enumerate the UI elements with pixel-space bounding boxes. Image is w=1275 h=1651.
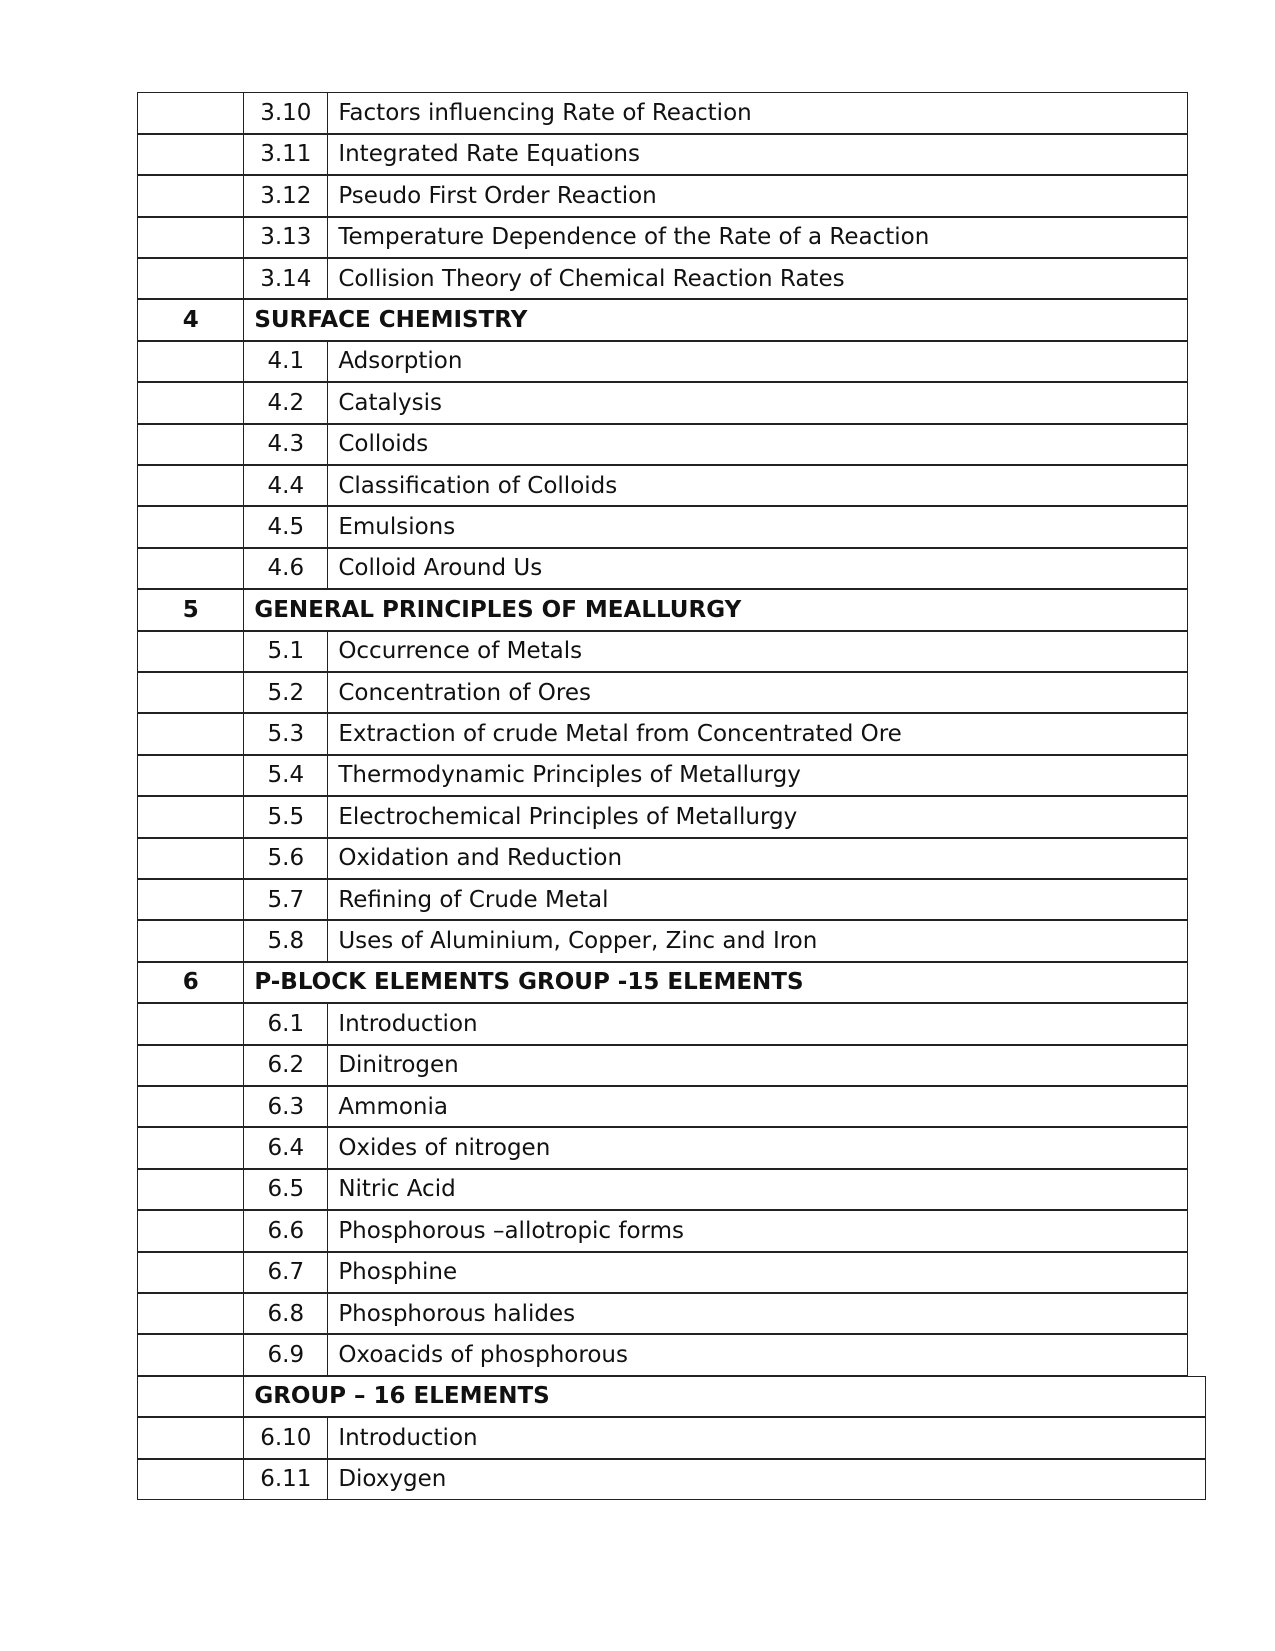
unit-number-cell [137, 1252, 244, 1293]
topic-number-cell: 6.6 [243, 1210, 328, 1251]
topic-row [138, 921, 1190, 962]
unit-number-cell [137, 217, 244, 258]
topic-title-cell: Concentration of Ores [327, 672, 1188, 713]
unit-number-cell [137, 1459, 244, 1500]
topic-row [138, 93, 1190, 134]
unit-number-cell [137, 631, 244, 672]
unit-number-cell [137, 1127, 244, 1168]
unit-number-cell [137, 134, 244, 175]
unit-number-cell: 6 [137, 962, 244, 1003]
topic-title-cell: Collision Theory of Chemical Reaction Rates [327, 258, 1188, 299]
topic-title-cell: Electrochemical Principles of Metallurgy [327, 796, 1188, 837]
topic-title-cell: Extraction of crude Metal from Concentrated Ore [327, 713, 1188, 754]
unit-number-cell [137, 1169, 244, 1210]
topic-number-cell: 6.4 [243, 1127, 328, 1168]
topic-number-cell: 6.9 [243, 1334, 328, 1375]
unit-title-cell: GENERAL PRINCIPLES OF MEALLURGY [243, 589, 1188, 630]
unit-number-cell [137, 465, 244, 506]
topic-number-cell: 6.1 [243, 1003, 328, 1044]
topic-row [138, 1335, 1190, 1376]
topic-row [138, 259, 1190, 300]
unit-number-cell: 4 [137, 299, 244, 340]
topic-row [138, 797, 1190, 838]
topic-number-cell: 5.2 [243, 672, 328, 713]
topic-title-cell: Phosphine [327, 1252, 1188, 1293]
topic-number-cell: 4.2 [243, 382, 328, 423]
topic-row [138, 1045, 1190, 1086]
unit-row [138, 962, 1190, 1003]
topic-number-cell: 6.8 [243, 1293, 328, 1334]
topic-row [138, 383, 1190, 424]
unit-row [138, 1376, 1190, 1417]
unit-number-cell [137, 672, 244, 713]
unit-number-cell [137, 796, 244, 837]
topic-number-cell: 6.11 [243, 1459, 328, 1500]
topic-row [138, 714, 1190, 755]
topic-number-cell: 4.5 [243, 506, 328, 547]
topic-title-cell: Dinitrogen [327, 1045, 1188, 1086]
unit-number-cell [137, 1045, 244, 1086]
topic-number-cell: 3.14 [243, 258, 328, 299]
topic-row [138, 880, 1190, 921]
topic-number-cell: 3.12 [243, 175, 328, 216]
unit-number-cell [137, 548, 244, 589]
topic-number-cell: 4.6 [243, 548, 328, 589]
unit-number-cell [137, 424, 244, 465]
topic-number-cell: 3.13 [243, 217, 328, 258]
topic-row [138, 1211, 1190, 1252]
unit-number-cell [137, 258, 244, 299]
topic-row [138, 838, 1190, 879]
topic-title-cell: Phosphorous –allotropic forms [327, 1210, 1188, 1251]
unit-number-cell [137, 1003, 244, 1044]
topic-row [138, 1418, 1190, 1459]
topic-title-cell: Integrated Rate Equations [327, 134, 1188, 175]
topic-number-cell: 5.7 [243, 879, 328, 920]
topic-title-cell: Pseudo First Order Reaction [327, 175, 1188, 216]
topic-number-cell: 6.10 [243, 1417, 328, 1458]
topic-title-cell: Oxides of nitrogen [327, 1127, 1188, 1168]
topic-number-cell: 5.5 [243, 796, 328, 837]
unit-row [138, 590, 1190, 631]
unit-number-cell [137, 1086, 244, 1127]
topic-title-cell: Classification of Colloids [327, 465, 1188, 506]
topic-title-cell: Refining of Crude Metal [327, 879, 1188, 920]
topic-title-cell: Colloid Around Us [327, 548, 1188, 589]
unit-number-cell [137, 713, 244, 754]
topic-number-cell: 6.7 [243, 1252, 328, 1293]
unit-title-cell: P-BLOCK ELEMENTS GROUP -15 ELEMENTS [243, 962, 1188, 1003]
topic-number-cell: 5.4 [243, 755, 328, 796]
topic-title-cell: Temperature Dependence of the Rate of a Reaction [327, 217, 1188, 258]
unit-number-cell [137, 175, 244, 216]
topic-title-cell: Phosphorous halides [327, 1293, 1188, 1334]
topic-row [138, 1294, 1190, 1335]
unit-number-cell [137, 1417, 244, 1458]
topic-title-cell: Uses of Aluminium, Copper, Zinc and Iron [327, 920, 1188, 961]
topic-number-cell: 6.5 [243, 1169, 328, 1210]
topic-title-cell: Occurrence of Metals [327, 631, 1188, 672]
topic-title-cell: Colloids [327, 424, 1188, 465]
topic-number-cell: 5.6 [243, 838, 328, 879]
topic-row [138, 1459, 1190, 1500]
unit-number-cell [137, 838, 244, 879]
topic-row [138, 134, 1190, 175]
unit-number-cell [137, 1293, 244, 1334]
topic-title-cell: Introduction [327, 1003, 1188, 1044]
topic-row [138, 466, 1190, 507]
unit-number-cell [137, 1210, 244, 1251]
topic-number-cell: 3.10 [243, 92, 328, 133]
topic-title-cell: Introduction [327, 1417, 1206, 1458]
topic-number-cell: 5.3 [243, 713, 328, 754]
topic-row [138, 631, 1190, 672]
topic-number-cell: 6.2 [243, 1045, 328, 1086]
unit-number-cell [137, 1334, 244, 1375]
topic-title-cell: Catalysis [327, 382, 1188, 423]
topic-number-cell: 5.8 [243, 920, 328, 961]
unit-number-cell [137, 341, 244, 382]
unit-number-cell [137, 506, 244, 547]
topic-title-cell: Nitric Acid [327, 1169, 1188, 1210]
topic-row [138, 424, 1190, 465]
topic-title-cell: Thermodynamic Principles of Metallurgy [327, 755, 1188, 796]
topic-row [138, 507, 1190, 548]
unit-number-cell [137, 382, 244, 423]
unit-number-cell [137, 1376, 244, 1417]
unit-row [138, 300, 1190, 341]
topic-row [138, 755, 1190, 796]
topic-number-cell: 3.11 [243, 134, 328, 175]
topic-number-cell: 5.1 [243, 631, 328, 672]
topic-row [138, 1169, 1190, 1210]
topic-number-cell: 6.3 [243, 1086, 328, 1127]
topic-title-cell: Oxoacids of phosphorous [327, 1334, 1188, 1375]
topic-row [138, 673, 1190, 714]
topic-row [138, 1004, 1190, 1045]
topic-row [138, 217, 1190, 258]
topic-title-cell: Emulsions [327, 506, 1188, 547]
topic-row [138, 1252, 1190, 1293]
topic-title-cell: Factors influencing Rate of Reaction [327, 92, 1188, 133]
topic-title-cell: Dioxygen [327, 1459, 1206, 1500]
unit-number-cell [137, 92, 244, 133]
topic-number-cell: 4.1 [243, 341, 328, 382]
unit-number-cell [137, 879, 244, 920]
topic-title-cell: Ammonia [327, 1086, 1188, 1127]
unit-number-cell [137, 755, 244, 796]
unit-title-cell: SURFACE CHEMISTRY [243, 299, 1188, 340]
topic-row [138, 341, 1190, 382]
unit-number-cell [137, 920, 244, 961]
unit-title-cell: GROUP – 16 ELEMENTS [243, 1376, 1206, 1417]
unit-number-cell: 5 [137, 589, 244, 630]
topic-title-cell: Oxidation and Reduction [327, 838, 1188, 879]
topic-row [138, 1128, 1190, 1169]
topic-row [138, 176, 1190, 217]
topic-row [138, 1087, 1190, 1128]
topic-number-cell: 4.4 [243, 465, 328, 506]
topic-title-cell: Adsorption [327, 341, 1188, 382]
topic-number-cell: 4.3 [243, 424, 328, 465]
topic-row [138, 548, 1190, 589]
